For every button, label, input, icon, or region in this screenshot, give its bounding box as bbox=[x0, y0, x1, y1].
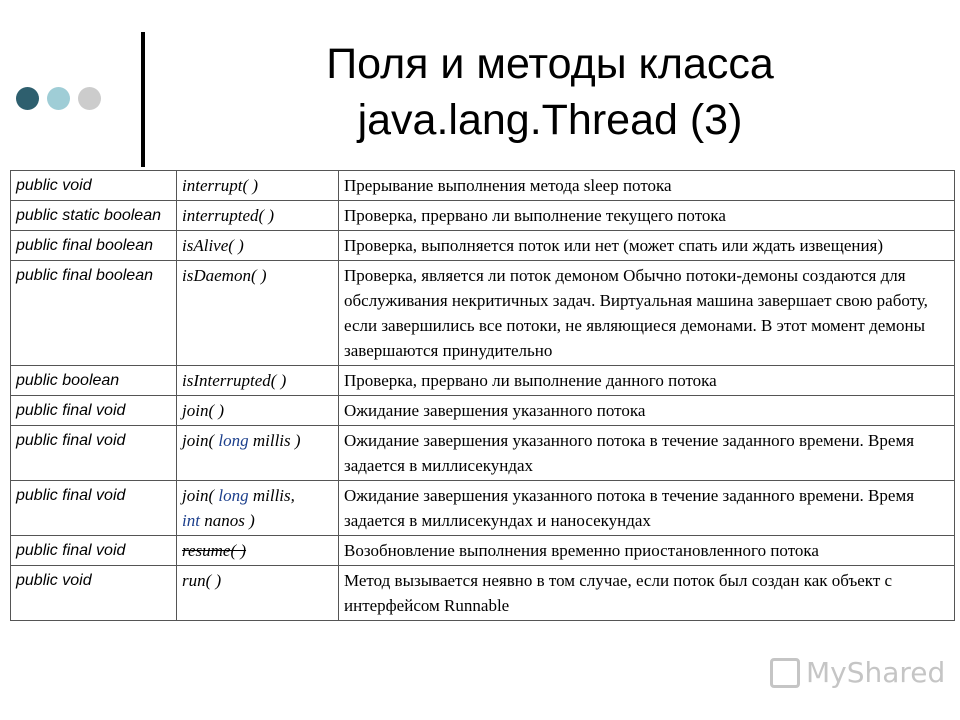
title-line-2: java.lang.Thread (3) bbox=[357, 96, 743, 144]
method-name-cell: interrupted( ) bbox=[177, 201, 339, 231]
table-row bbox=[11, 201, 955, 231]
description-cell: Ожидание завершения указанного потока bbox=[339, 396, 955, 426]
modifier-cell: public void bbox=[11, 566, 177, 621]
description-cell: Проверка, выполняется поток или нет (может спать или ждать извещения) bbox=[339, 231, 955, 261]
method-name-cell-deprecated bbox=[177, 536, 339, 566]
modifier-cell: public final void bbox=[11, 481, 177, 536]
table-row bbox=[11, 481, 955, 536]
description-cell: Метод вызывается неявно в том случае, если поток был создан как объект с интерфейсом Runnable bbox=[339, 566, 955, 621]
modifier-cell: public final boolean bbox=[11, 231, 177, 261]
dot-light-blue bbox=[47, 87, 70, 110]
modifier-cell: public final void bbox=[11, 426, 177, 481]
type-keyword: int bbox=[182, 511, 200, 530]
modifier-cell: public final boolean bbox=[11, 261, 177, 366]
name-part: millis, bbox=[248, 486, 295, 505]
table-row bbox=[11, 171, 955, 201]
name-part: join( bbox=[182, 486, 219, 505]
description-cell: Прерывание выполнения метода sleep потока bbox=[339, 171, 955, 201]
type-keyword: long bbox=[218, 431, 249, 450]
presentation-board-icon bbox=[770, 658, 800, 688]
description-cell: Проверка, прервано ли выполнение данного потока bbox=[339, 366, 955, 396]
description-cell: Проверка, является ли поток демоном Обычно потоки-демоны создаются для обслуживания некритичных задач. Виртуальная машина завершает свою работу, если завершились все потоки, не являющиеся демонами. В этот момент демоны завершаются принудительно bbox=[339, 261, 955, 366]
method-name-cell: run( ) bbox=[177, 566, 339, 621]
modifier-cell: public static boolean bbox=[11, 201, 177, 231]
table-row bbox=[11, 536, 955, 566]
modifier-cell: public final void bbox=[11, 536, 177, 566]
method-name-cell: isInterrupted( ) bbox=[177, 366, 339, 396]
method-name-cell: isAlive( ) bbox=[177, 231, 339, 261]
name-part: nanos ) bbox=[199, 511, 255, 530]
dot-dark bbox=[16, 87, 39, 110]
modifier-cell: public void bbox=[11, 171, 177, 201]
decorative-dots bbox=[16, 87, 101, 110]
watermark-text: MyShared bbox=[806, 656, 946, 689]
slide-title bbox=[160, 36, 940, 148]
method-name-cell: isDaemon( ) bbox=[177, 261, 339, 366]
description-cell: Возобновление выполнения временно приостановленного потока bbox=[339, 536, 955, 566]
name-part: join( bbox=[182, 431, 219, 450]
description-cell: Ожидание завершения указанного потока в течение заданного времени. Время задается в миллисекундах и наносекундах bbox=[339, 481, 955, 536]
table-row bbox=[11, 426, 955, 481]
table-row bbox=[11, 566, 955, 621]
description-cell: Проверка, прервано ли выполнение текущего потока bbox=[339, 201, 955, 231]
modifier-cell: public boolean bbox=[11, 366, 177, 396]
table-row bbox=[11, 261, 955, 366]
table-row bbox=[11, 231, 955, 261]
method-name-cell: join( ) bbox=[177, 396, 339, 426]
table-row bbox=[11, 366, 955, 396]
description-cell: Ожидание завершения указанного потока в течение заданного времени. Время задается в миллисекундах bbox=[339, 426, 955, 481]
modifier-cell: public final void bbox=[11, 396, 177, 426]
method-name-cell: interrupt( ) bbox=[177, 171, 339, 201]
watermark bbox=[770, 656, 945, 689]
deprecated-method-name: resume( ) bbox=[182, 541, 247, 560]
type-keyword: long bbox=[218, 486, 249, 505]
name-part: millis ) bbox=[248, 431, 301, 450]
title-divider bbox=[141, 32, 145, 167]
method-name-cell bbox=[177, 481, 339, 536]
dot-grey bbox=[78, 87, 101, 110]
title-line-1: Поля и методы класса bbox=[326, 40, 774, 88]
method-name-cell bbox=[177, 426, 339, 481]
methods-table bbox=[10, 170, 955, 621]
table-row bbox=[11, 396, 955, 426]
